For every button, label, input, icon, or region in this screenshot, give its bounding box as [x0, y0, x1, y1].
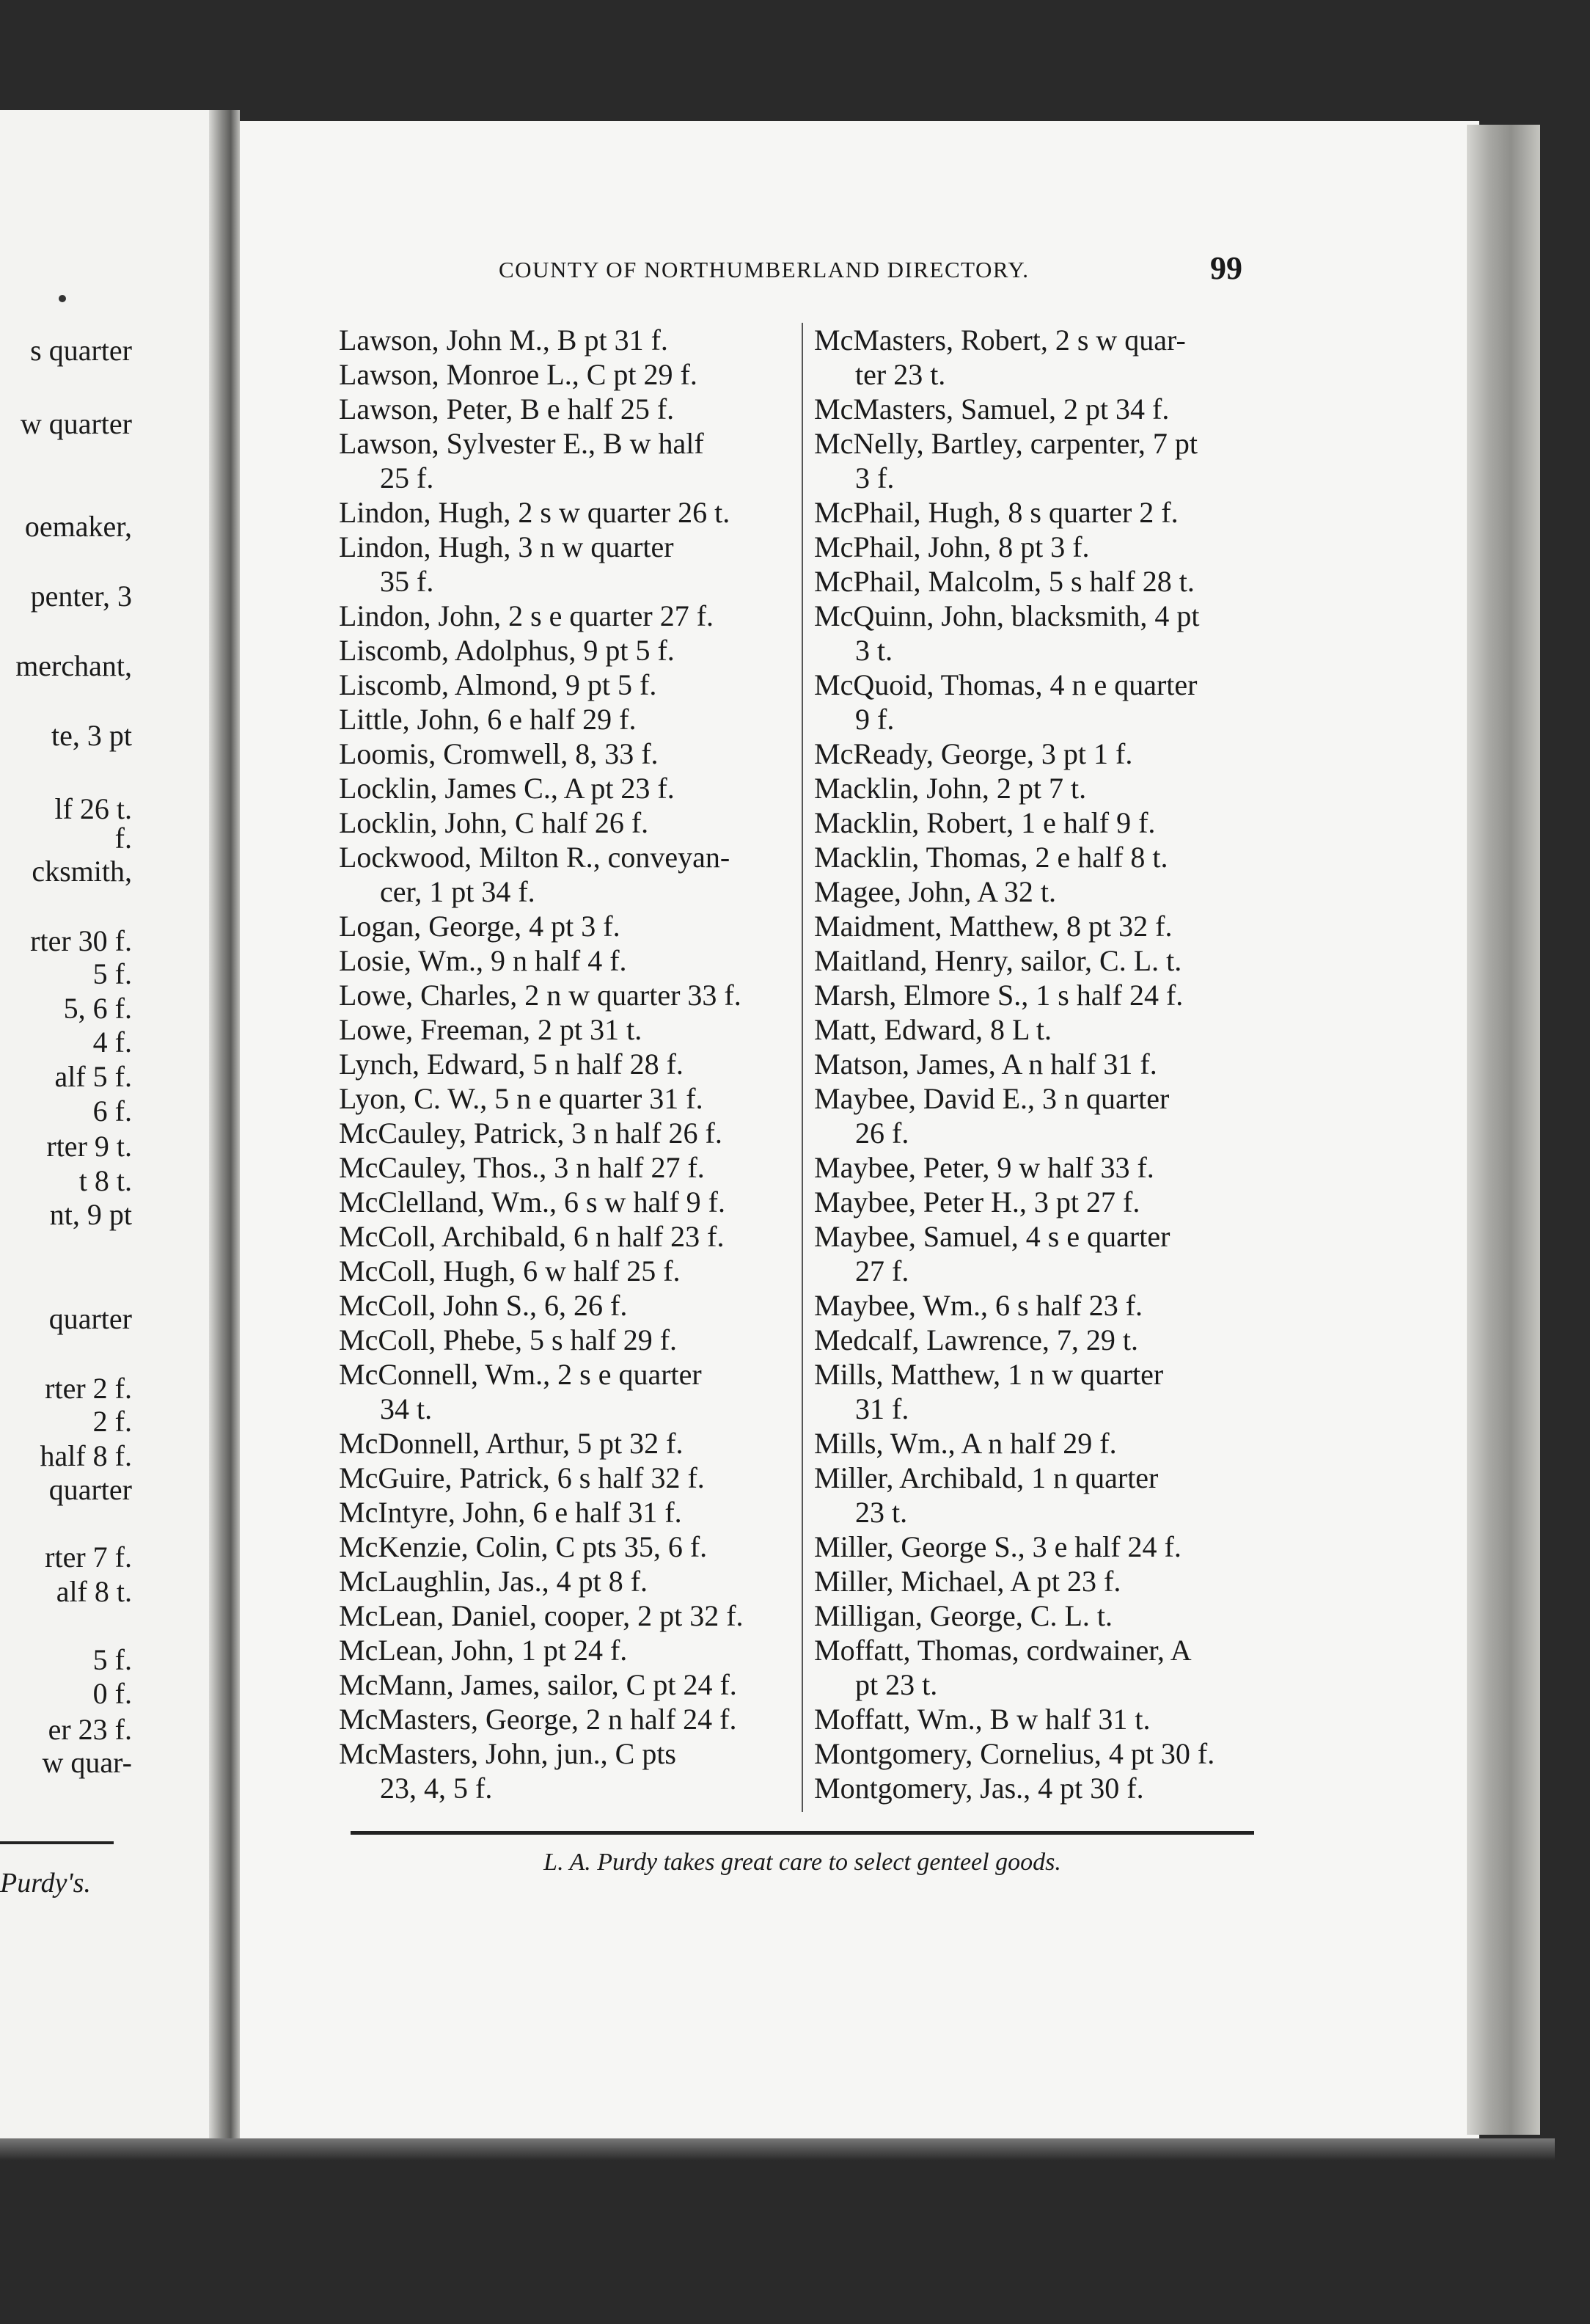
left-fragment-line: quarter	[48, 1302, 132, 1335]
left-fragment-line: f.	[114, 822, 132, 855]
entry-line: Maitland, Henry, sailor, C. L. t.	[814, 944, 1182, 977]
directory-entry	[814, 495, 1261, 530]
directory-entry	[814, 392, 1261, 426]
entry-line: Maybee, Peter, 9 w half 33 f.	[814, 1151, 1154, 1184]
directory-column-right	[814, 323, 1261, 1805]
entry-line: Magee, John, A 32 t.	[814, 875, 1056, 908]
directory-entry	[339, 1288, 790, 1323]
directory-entry	[339, 840, 790, 909]
entry-line: Lockwood, Milton R., conveyan-	[339, 841, 730, 874]
left-fragment-line: 5 f.	[92, 1643, 132, 1676]
entry-line: Little, John, 6 e half 29 f.	[339, 703, 637, 736]
entry-line: Montgomery, Cornelius, 4 pt 30 f.	[814, 1737, 1215, 1770]
directory-entry	[814, 668, 1261, 737]
entry-line: McKenzie, Colin, C pts 35, 6 f.	[339, 1530, 708, 1563]
directory-entry	[814, 1047, 1261, 1081]
directory-entry	[814, 737, 1261, 771]
entry-line: Lawson, Peter, B e half 25 f.	[339, 392, 675, 425]
entry-line: Macklin, John, 2 pt 7 t.	[814, 772, 1087, 805]
left-footer-rule	[0, 1841, 114, 1844]
directory-entry	[339, 1012, 790, 1047]
entry-continuation: cer, 1 pt 34 f.	[380, 875, 535, 908]
directory-column-left	[339, 323, 790, 1805]
directory-entry	[814, 805, 1261, 840]
directory-entry	[814, 1081, 1261, 1150]
entry-line: Lowe, Freeman, 2 pt 31 t.	[339, 1013, 642, 1046]
directory-entry	[339, 1150, 790, 1185]
running-header: COUNTY OF NORTHUMBERLAND DIRECTORY.	[499, 257, 1030, 282]
entry-line: Macklin, Robert, 1 e half 9 f.	[814, 806, 1156, 839]
directory-entry	[814, 1012, 1261, 1047]
entry-line: Milligan, George, C. L. t.	[814, 1599, 1113, 1632]
directory-entry	[814, 1633, 1261, 1702]
entry-line: Marsh, Elmore S., 1 s half 24 f.	[814, 979, 1184, 1012]
entry-line: Maybee, Samuel, 4 s e quarter	[814, 1220, 1170, 1253]
directory-entry	[339, 1530, 790, 1564]
entry-line: Maidment, Matthew, 8 pt 32 f.	[814, 910, 1173, 943]
entry-line: Mills, Wm., A n half 29 f.	[814, 1427, 1117, 1460]
left-fragment-line: lf 26 t.	[54, 792, 132, 825]
book-edge	[1467, 125, 1540, 2135]
left-fragment-line: te, 3 pt	[51, 719, 132, 752]
directory-entry	[814, 426, 1261, 495]
entry-line: McPhail, Malcolm, 5 s half 28 t.	[814, 565, 1195, 598]
directory-entry	[339, 1116, 790, 1150]
directory-entry	[339, 943, 790, 978]
entry-continuation: 25 f.	[380, 461, 434, 494]
left-footer: Purdy's.	[0, 1868, 91, 1899]
column-divider	[802, 323, 803, 1812]
directory-entry	[814, 1736, 1261, 1771]
directory-entry	[814, 530, 1261, 564]
left-fragment-line: alf 8 t.	[56, 1575, 132, 1608]
entry-line: Lindon, Hugh, 3 n w quarter	[339, 530, 674, 563]
entry-line: Maybee, David E., 3 n quarter	[814, 1082, 1170, 1115]
left-fragment-line: w quarter	[20, 407, 132, 440]
entry-continuation: pt 23 t.	[855, 1668, 938, 1701]
entry-line: McLean, John, 1 pt 24 f.	[339, 1634, 628, 1667]
entry-continuation: 23 t.	[855, 1496, 908, 1529]
entry-line: Moffatt, Thomas, cordwainer, A	[814, 1634, 1192, 1667]
directory-entry	[339, 1426, 790, 1461]
entry-line: Locklin, John, C half 26 f.	[339, 806, 649, 839]
directory-entry	[339, 1598, 790, 1633]
entry-line: Lindon, Hugh, 2 s w quarter 26 t.	[339, 496, 730, 529]
entry-line: Miller, George S., 3 e half 24 f.	[814, 1530, 1181, 1563]
entry-continuation: 3 t.	[855, 634, 893, 667]
entry-continuation: 35 f.	[380, 565, 434, 598]
directory-entry	[339, 1219, 790, 1254]
left-fragment-line: oemaker,	[24, 510, 132, 543]
directory-entry	[339, 771, 790, 805]
directory-entry	[339, 909, 790, 943]
directory-entry	[339, 530, 790, 599]
entry-line: McLaughlin, Jas., 4 pt 8 f.	[339, 1565, 648, 1598]
entry-line: Liscomb, Almond, 9 pt 5 f.	[339, 668, 657, 701]
entry-line: McColl, John S., 6, 26 f.	[339, 1289, 628, 1322]
directory-entry	[339, 1081, 790, 1116]
entry-line: McConnell, Wm., 2 s e quarter	[339, 1358, 702, 1391]
entry-line: Logan, George, 4 pt 3 f.	[339, 910, 620, 943]
left-fragment-line: half 8 f.	[40, 1439, 132, 1472]
directory-entry	[339, 1667, 790, 1702]
directory-entry	[339, 668, 790, 702]
entry-line: Locklin, James C., A pt 23 f.	[339, 772, 675, 805]
directory-entry	[339, 737, 790, 771]
directory-entry	[814, 840, 1261, 874]
left-page-fragment	[0, 0, 132, 2324]
entry-line: Lawson, Monroe L., C pt 29 f.	[339, 358, 697, 391]
entry-line: Lyon, C. W., 5 n e quarter 31 f.	[339, 1082, 703, 1115]
entry-line: Maybee, Peter H., 3 pt 27 f.	[814, 1185, 1140, 1218]
directory-entry	[814, 1530, 1261, 1564]
directory-entry	[339, 1702, 790, 1736]
directory-entry	[814, 599, 1261, 668]
directory-entry	[339, 1185, 790, 1219]
bullet-mark	[59, 295, 66, 302]
directory-entry	[339, 1564, 790, 1598]
entry-line: Miller, Archibald, 1 n quarter	[814, 1461, 1159, 1494]
directory-entry	[814, 1702, 1261, 1736]
entry-line: Lindon, John, 2 s e quarter 27 f.	[339, 599, 714, 632]
entry-line: McMasters, Samuel, 2 pt 34 f.	[814, 392, 1170, 425]
directory-entry	[339, 1633, 790, 1667]
entry-line: McLean, Daniel, cooper, 2 pt 32 f.	[339, 1599, 744, 1632]
directory-entry	[814, 1288, 1261, 1323]
directory-entry	[814, 1357, 1261, 1426]
entry-continuation: ter 23 t.	[855, 358, 946, 391]
entry-continuation: 23, 4, 5 f.	[380, 1772, 493, 1805]
entry-line: McGuire, Patrick, 6 s half 32 f.	[339, 1461, 705, 1494]
page-number: 99	[1210, 250, 1242, 286]
entry-line: McMasters, Robert, 2 s w quar-	[814, 324, 1186, 357]
entry-continuation: 3 f.	[855, 461, 895, 494]
directory-entry	[814, 874, 1261, 909]
left-fragment-line: 6 f.	[92, 1095, 132, 1128]
entry-line: McReady, George, 3 pt 1 f.	[814, 737, 1133, 770]
entry-line: Matt, Edward, 8 L t.	[814, 1013, 1052, 1046]
entry-line: McNelly, Bartley, carpenter, 7 pt	[814, 427, 1198, 460]
directory-entry	[814, 1426, 1261, 1461]
directory-entry	[814, 943, 1261, 978]
directory-entry	[814, 1598, 1261, 1633]
directory-entry	[339, 357, 790, 392]
directory-entry	[814, 1461, 1261, 1530]
entry-line: Mills, Matthew, 1 n w quarter	[814, 1358, 1164, 1391]
entry-continuation: 9 f.	[855, 703, 895, 736]
entry-line: McColl, Hugh, 6 w half 25 f.	[339, 1254, 681, 1287]
left-fragment-line: quarter	[48, 1473, 132, 1506]
directory-entry	[814, 1564, 1261, 1598]
entry-line: Montgomery, Jas., 4 pt 30 f.	[814, 1772, 1144, 1805]
left-fragment-line: w quar-	[42, 1746, 132, 1779]
left-fragment-line: cksmith,	[32, 855, 132, 888]
directory-entry	[339, 426, 790, 495]
directory-entry	[339, 1323, 790, 1357]
entry-line: Medcalf, Lawrence, 7, 29 t.	[814, 1323, 1139, 1356]
directory-entry	[814, 1771, 1261, 1805]
directory-entry	[339, 495, 790, 530]
footer-rule	[351, 1831, 1254, 1835]
left-fragment-line: alf 5 f.	[54, 1060, 132, 1093]
entry-line: Lawson, John M., B pt 31 f.	[339, 324, 668, 357]
entry-line: Liscomb, Adolphus, 9 pt 5 f.	[339, 634, 675, 667]
bottom-shadow	[0, 2138, 1555, 2160]
entry-line: McCauley, Thos., 3 n half 27 f.	[339, 1151, 705, 1184]
entry-continuation: 27 f.	[855, 1254, 909, 1287]
left-fragment-line: 5 f.	[92, 957, 132, 990]
directory-entry	[339, 1461, 790, 1495]
directory-entry	[339, 1254, 790, 1288]
left-fragment-line: nt, 9 pt	[49, 1198, 132, 1231]
entry-line: McMann, James, sailor, C pt 24 f.	[339, 1668, 737, 1701]
entry-line: McColl, Phebe, 5 s half 29 f.	[339, 1323, 678, 1356]
directory-entry	[339, 702, 790, 737]
directory-entry	[814, 1323, 1261, 1357]
directory-entry	[339, 1736, 790, 1805]
left-fragment-line: s quarter	[30, 334, 132, 367]
directory-entry	[814, 909, 1261, 943]
entry-line: McDonnell, Arthur, 5 pt 32 f.	[339, 1427, 684, 1460]
directory-entry	[339, 1357, 790, 1426]
directory-entry	[814, 978, 1261, 1012]
directory-entry	[814, 564, 1261, 599]
entry-line: McCauley, Patrick, 3 n half 26 f.	[339, 1117, 722, 1150]
entry-line: Lowe, Charles, 2 n w quarter 33 f.	[339, 979, 741, 1012]
directory-entry	[339, 1495, 790, 1530]
entry-continuation: 34 t.	[380, 1392, 433, 1425]
left-fragment-line: 5, 6 f.	[63, 992, 132, 1025]
left-fragment-line: 2 f.	[92, 1405, 132, 1438]
left-fragment-line: er 23 f.	[48, 1713, 132, 1746]
directory-entry	[339, 978, 790, 1012]
left-fragment-line: 0 f.	[92, 1677, 132, 1710]
left-fragment-line: rter 9 t.	[46, 1130, 132, 1163]
entry-line: McQuoid, Thomas, 4 n e quarter	[814, 668, 1198, 701]
left-fragment-line: rter 7 f.	[45, 1541, 132, 1574]
entry-line: Loomis, Cromwell, 8, 33 f.	[339, 737, 659, 770]
entry-line: McIntyre, John, 6 e half 31 f.	[339, 1496, 682, 1529]
entry-continuation: 31 f.	[855, 1392, 909, 1425]
directory-entry	[814, 1219, 1261, 1288]
left-fragment-line: 4 f.	[92, 1026, 132, 1059]
directory-entry	[339, 599, 790, 633]
entry-line: Losie, Wm., 9 n half 4 f.	[339, 944, 627, 977]
directory-entry	[814, 323, 1261, 392]
entry-line: Matson, James, A n half 31 f.	[814, 1048, 1157, 1081]
entry-line: McMasters, John, jun., C pts	[339, 1737, 676, 1770]
directory-entry	[339, 1047, 790, 1081]
entry-line: Maybee, Wm., 6 s half 23 f.	[814, 1289, 1143, 1322]
book-gutter	[209, 110, 240, 2142]
left-fragment-line: penter, 3	[30, 580, 132, 613]
entry-line: Lawson, Sylvester E., B w half	[339, 427, 704, 460]
entry-line: Moffatt, Wm., B w half 31 t.	[814, 1703, 1151, 1736]
directory-entry	[339, 633, 790, 668]
directory-entry	[814, 1185, 1261, 1219]
left-fragment-line: merchant,	[15, 649, 132, 682]
directory-entry	[339, 805, 790, 840]
entry-line: Miller, Michael, A pt 23 f.	[814, 1565, 1121, 1598]
directory-entry	[814, 1150, 1261, 1185]
entry-line: Macklin, Thomas, 2 e half 8 t.	[814, 841, 1168, 874]
entry-line: McPhail, John, 8 pt 3 f.	[814, 530, 1090, 563]
left-fragment-line: rter 30 f.	[30, 924, 132, 957]
entry-line: McQuinn, John, blacksmith, 4 pt	[814, 599, 1200, 632]
left-fragment-line: rter 2 f.	[45, 1372, 132, 1405]
directory-entry	[339, 323, 790, 357]
entry-line: McPhail, Hugh, 8 s quarter 2 f.	[814, 496, 1179, 529]
entry-line: McClelland, Wm., 6 s w half 9 f.	[339, 1185, 725, 1218]
directory-entry	[814, 771, 1261, 805]
entry-line: McMasters, George, 2 n half 24 f.	[339, 1703, 737, 1736]
entry-line: McColl, Archibald, 6 n half 23 f.	[339, 1220, 725, 1253]
left-fragment-line: t 8 t.	[78, 1164, 132, 1197]
entry-continuation: 26 f.	[855, 1117, 909, 1150]
page-footer: L. A. Purdy takes great care to select genteel goods.	[543, 1849, 1061, 1876]
entry-line: Lynch, Edward, 5 n half 28 f.	[339, 1048, 684, 1081]
directory-entry	[339, 392, 790, 426]
